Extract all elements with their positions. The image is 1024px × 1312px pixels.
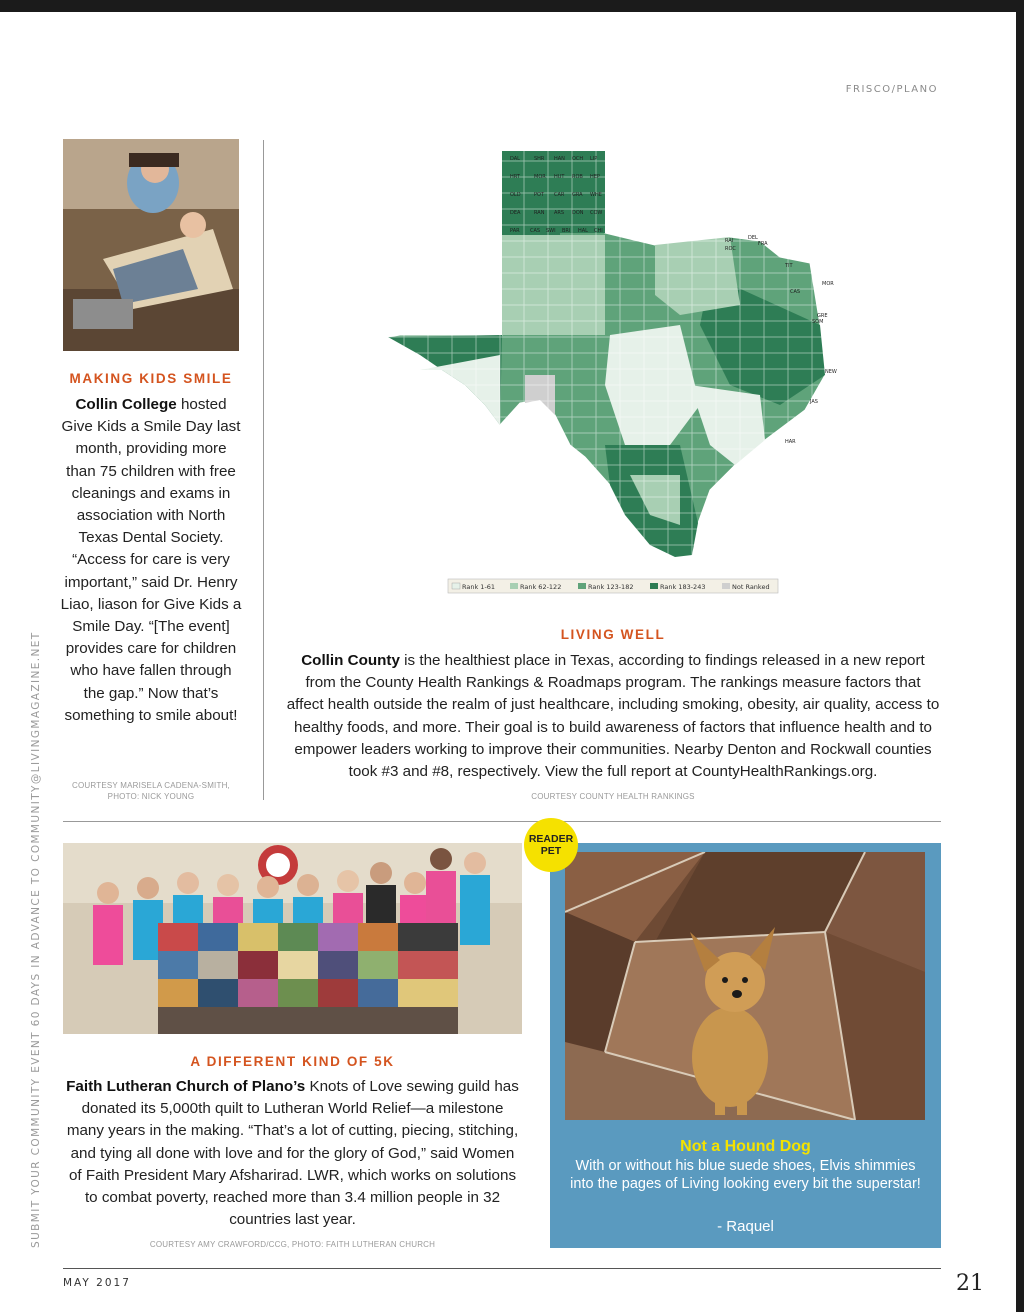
badge-line2: PET <box>540 845 562 857</box>
county-label: CHI <box>594 228 603 234</box>
pet-title: Not a Hound Dog <box>680 1138 811 1155</box>
fivek-lead: Faith Lutheran Church of Plano’s <box>66 1078 306 1095</box>
pet-signature: - Raquel <box>717 1218 774 1235</box>
living-lead: Collin County <box>301 652 400 669</box>
county-label: RAI <box>725 238 734 244</box>
texas-health-map <box>380 145 840 595</box>
living-body <box>285 650 941 783</box>
quilt-group-photo <box>63 843 522 1034</box>
dog-photo <box>565 852 925 1120</box>
county-label: CAS <box>790 289 801 295</box>
column-divider <box>263 140 264 800</box>
fivek-body <box>63 1076 522 1231</box>
county-label: GRA <box>572 192 583 198</box>
county-label: WHE <box>590 192 602 198</box>
county-label: ARS <box>554 210 565 216</box>
top-border <box>0 0 1024 12</box>
county-label: NEW <box>825 369 837 375</box>
smile-lead: Collin College <box>75 396 177 413</box>
county-label: HAL <box>578 228 588 234</box>
county-label: ROC <box>725 246 736 252</box>
legend-item: Rank 62-122 <box>520 583 562 591</box>
legend-item: Not Ranked <box>732 583 770 591</box>
county-label: PAR <box>510 228 520 234</box>
county-label: MOR <box>534 174 546 180</box>
county-label: HAN <box>554 156 565 162</box>
county-label: SWI <box>546 228 556 234</box>
county-label: HUT <box>554 174 565 180</box>
smile-credit <box>63 780 239 802</box>
county-label: CAS <box>530 228 541 234</box>
county-label: HEP <box>590 174 600 180</box>
county-label: HRT <box>510 174 520 180</box>
county-label: BRI <box>562 228 571 234</box>
county-label: HAR <box>785 439 796 445</box>
county-label: COW <box>590 210 603 216</box>
legend-item: Rank 1-61 <box>462 583 496 591</box>
dental-photo <box>63 139 239 351</box>
right-border <box>1016 0 1024 1312</box>
county-label: DEA <box>510 210 521 216</box>
badge-line1: READER <box>528 833 574 845</box>
section-tag: FRISCO/PLANO <box>845 84 938 95</box>
county-label: DEL <box>748 235 758 241</box>
smile-kicker: MAKING KIDS SMILE <box>69 371 233 386</box>
smile-credit-line1: COURTESY MARISELA CADENA-SMITH, <box>72 781 230 790</box>
county-label: POT <box>534 192 545 198</box>
section-divider <box>63 821 941 822</box>
legend-item: Rank 123-182 <box>588 583 634 591</box>
legend-item: Rank 183-243 <box>660 583 706 591</box>
living-kicker: LIVING WELL <box>560 627 666 642</box>
issue-date: MAY 2017 <box>63 1277 131 1289</box>
fivek-credit: COURTESY AMY CRAWFORD/CCG, PHOTO: FAITH LUTHERAN CHURCH <box>149 1240 436 1249</box>
county-label: LIP <box>590 156 598 162</box>
smile-text: hosted Give Kids a Smile Day last month, providing more than 75 children with free cleanings and exams in association with North Texas Dental Society. “Access for care is very important,” said Dr. Henry Liao, liason for Give Kids a Smile Day. “[The event] provides care for children who have fallen through the gap.” Now that’s something to smile about! <box>60 396 242 724</box>
footer-rule <box>63 1268 941 1269</box>
living-text: is the healthiest place in Texas, according to findings released in a new report from the County Health Rankings & Roadmaps program. The rankings measure factors that affect health outside the realm of just healthcare, including smoking, obesity, air quality, access to healthy foods, and more. Their goal is to build awareness of factors that influence health and to empower leaders working to improve their communities. Nearby Denton and Rockwall counties took #3 and #8, respectively. View the full report at CountyHealthRankings.org. <box>286 652 940 781</box>
county-label: OCH <box>572 156 584 162</box>
smile-body <box>60 394 242 727</box>
county-label: GRE <box>817 313 828 319</box>
reader-pet-badge <box>524 818 578 872</box>
county-label: CAR <box>554 192 565 198</box>
county-label: DAL <box>510 156 520 162</box>
county-label: SHR <box>534 156 545 162</box>
page-number: 21 <box>956 1271 984 1296</box>
submission-note: SUBMIT YOUR COMMUNITY EVENT 60 DAYS IN ADVANCE TO COMMUNITY@LIVINGMAGAZINE.NET <box>30 631 42 1248</box>
fivek-text: Knots of Love sewing guild has donated its 5,000th quilt to Lutheran World Relief—a milestone many years in the making. “That’s a lot of cutting, piecing, stitching, and tying all done with love and for the glory of God,” said Women of Faith President Mary Afsharirad. LWR, which works on solutions to combat poverty, reached more than 3.4 million people in 32 countries last year. <box>66 1078 519 1229</box>
county-label: FRA <box>758 241 768 247</box>
county-label: DON <box>572 210 584 216</box>
county-label: JAS <box>810 399 818 405</box>
county-label: RAN <box>534 210 545 216</box>
county-label: TIT <box>785 263 793 269</box>
county-label: OLD <box>510 192 521 198</box>
fivek-kicker: A DIFFERENT KIND OF 5K <box>190 1054 395 1069</box>
smile-credit-line2: PHOTO: NICK YOUNG <box>107 792 195 801</box>
living-credit: COURTESY COUNTY HEALTH RANKINGS <box>531 792 695 801</box>
pet-caption: With or without his blue suede shoes, Elvis shimmies into the pages of Living looking every bit the superstar! <box>570 1158 921 1192</box>
county-label: ROB <box>572 174 583 180</box>
county-label: SOM <box>812 319 824 325</box>
county-label: MOR <box>822 281 834 287</box>
